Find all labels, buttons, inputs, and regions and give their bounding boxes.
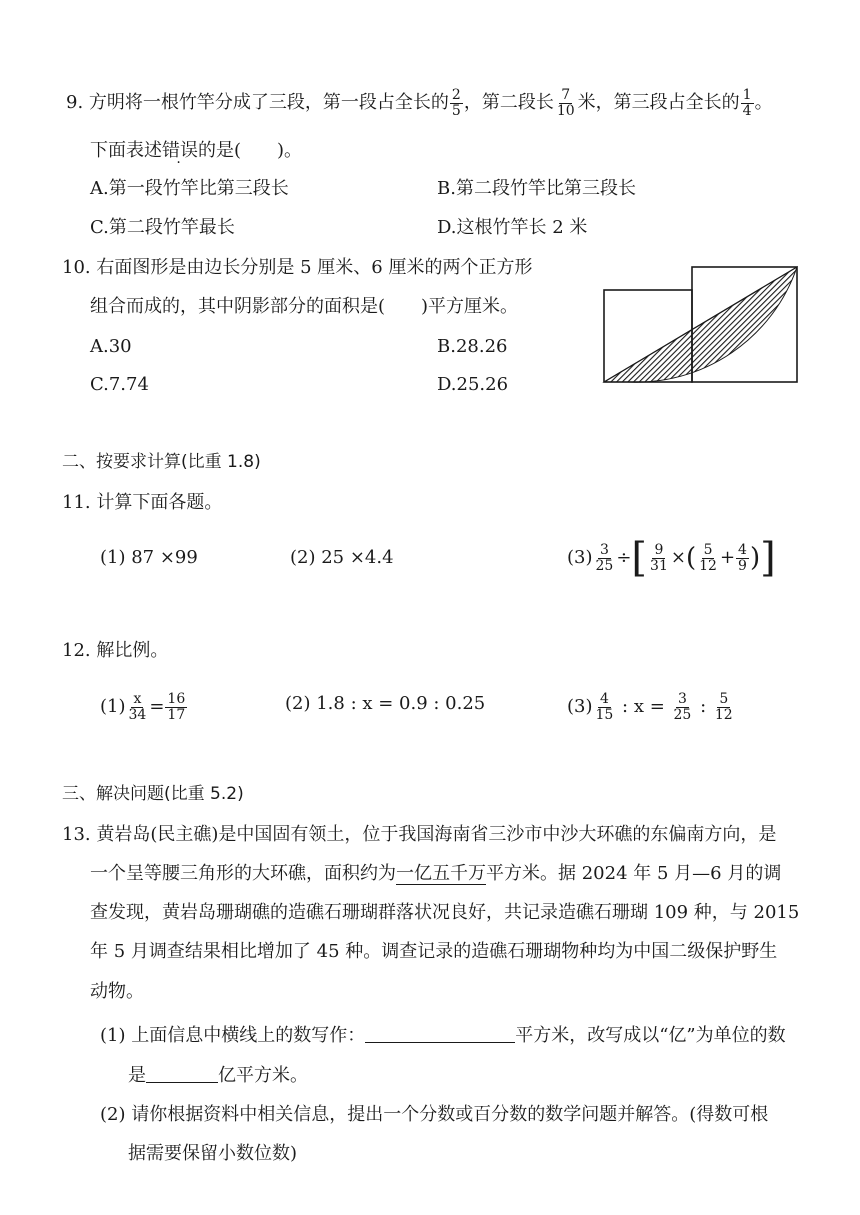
- answer-blank-1[interactable]: [365, 1024, 515, 1043]
- q9-option-b: B.第二段竹竿比第三段长: [437, 178, 636, 199]
- q9-line2: 下面表述错误的是( )。: [90, 140, 303, 161]
- q10-line1: 10. 右面图形是由边长分别是 5 厘米、6 厘米的两个正方形: [62, 257, 533, 278]
- q13-sub2-line2: 据需要保留小数位数): [128, 1143, 298, 1164]
- q9-line1: [66, 88, 773, 118]
- q9-option-d: D.这根竹竿长 2 米: [437, 217, 588, 238]
- left-bracket: [: [631, 535, 648, 581]
- q10-option-c: C.7.74: [90, 374, 149, 395]
- q13-line4: 年 5 月调查结果相比增加了 45 种。调查记录的造礁石珊瑚物种均为中国二级保护野生: [90, 941, 778, 962]
- q10-option-d: D.25.26: [437, 374, 509, 395]
- q12-part-2: (2) 1.8 : x = 0.9 : 0.25: [285, 693, 486, 714]
- q11-part-2: (2) 25 ×4.4: [290, 547, 394, 568]
- q13-line2: 一个呈等腰三角形的大环礁，面积约为一亿五千万平方米。据 2024 年 5 月—6 月的调: [90, 863, 782, 884]
- q11-title: 11. 计算下面各题。: [62, 492, 223, 513]
- q9-fraction-2: $\frac{7}{10}$: [556, 87, 575, 119]
- q9-fraction-1: $\frac{2}{5}$: [451, 87, 461, 119]
- q11-part-1: (1) 87 ×99: [100, 547, 198, 568]
- q10-number: 10.: [62, 257, 91, 278]
- q9-text-1: 方明将一根竹竿分成了三段，第一段占全长的: [88, 92, 449, 114]
- q13-sub1-line2: 是 亿平方米。: [128, 1065, 308, 1086]
- q10-option-b: B.28.26: [437, 336, 508, 357]
- q9-number: 9.: [66, 92, 84, 114]
- left-paren: (: [685, 543, 697, 573]
- section-2-heading: 二、按要求计算(比重 1.8): [62, 452, 261, 472]
- q12-part-3: (3) $\frac{4}{15}$ : x = $\frac{3}{25}$ : $\frac{5}{12}$: [567, 691, 733, 723]
- q9-text-2: ，第二段长: [463, 92, 554, 114]
- q9-option-c: C.第二段竹竿最长: [90, 217, 235, 238]
- right-bracket: ]: [760, 535, 776, 581]
- q12-frac-1: $\frac{x}{34}$: [128, 691, 147, 723]
- right-paren: ): [749, 543, 761, 573]
- q13-sub2-line1: (2) 请你根据资料中相关信息，提出一个分数或百分数的数学问题并解答。(得数可根: [100, 1104, 769, 1125]
- q12-frac-4: $\frac{3}{25}$: [673, 691, 692, 723]
- q9-text-4: 。: [754, 92, 773, 114]
- q11-frac-3: $\frac{5}{12}$: [699, 541, 717, 574]
- q11-frac-1: $\frac{3}{25}$: [595, 541, 614, 574]
- q12-frac-3: $\frac{4}{15}$: [595, 691, 614, 723]
- q13-sub1-line1: (1) 上面信息中横线上的数写作： 平方米，改写成以“亿”为单位的数: [100, 1025, 786, 1046]
- q10-option-a: A.30: [90, 336, 132, 357]
- q10-figure: [600, 262, 806, 386]
- underlined-number: 一亿五千万: [396, 863, 486, 884]
- q10-line2: 组合而成的，其中阴影部分的面积是( )平方厘米。: [90, 296, 519, 317]
- q9-text-3: 米，第三段占全长的: [577, 92, 740, 114]
- q11-frac-4: $\frac{4}{9}$: [738, 541, 747, 574]
- q12-frac-2: $\frac{16}{17}$: [167, 691, 186, 723]
- q13-line5: 动物。: [90, 981, 144, 1002]
- q9-emphasis-wrong: 错误: [162, 140, 198, 161]
- section-3-heading: 三、解决问题(比重 5.2): [62, 784, 244, 804]
- q12-frac-5: $\frac{5}{12}$: [714, 691, 733, 723]
- q13-line3: 查发现，黄岩岛珊瑚礁的造礁石珊瑚群落状况良好，共记录造礁石珊瑚 109 种，与 2015: [90, 902, 800, 923]
- q12-title: 12. 解比例。: [62, 640, 169, 661]
- q12-part-1: (1) $\frac{x}{34}$ = $\frac{16}{17}$: [100, 691, 186, 723]
- q11-part-3: (3) $\frac{3}{25}$ ÷[ $\frac{9}{31}$ ×( $\frac{5}{12}$ + $\frac{4}{9}$ )]: [567, 535, 776, 581]
- q13-line1: 13. 黄岩岛(民主礁)是中国固有领土，位于我国海南省三沙市中沙大环礁的东偏南方向，是: [62, 824, 777, 845]
- q11-frac-2: $\frac{9}{31}$: [650, 541, 668, 574]
- q9-fraction-3: $\frac{1}{4}$: [742, 87, 752, 119]
- answer-blank-2[interactable]: [146, 1064, 218, 1083]
- q9-option-a: A.第一段竹竿比第三段长: [90, 178, 289, 199]
- q13-number: 13.: [62, 824, 91, 845]
